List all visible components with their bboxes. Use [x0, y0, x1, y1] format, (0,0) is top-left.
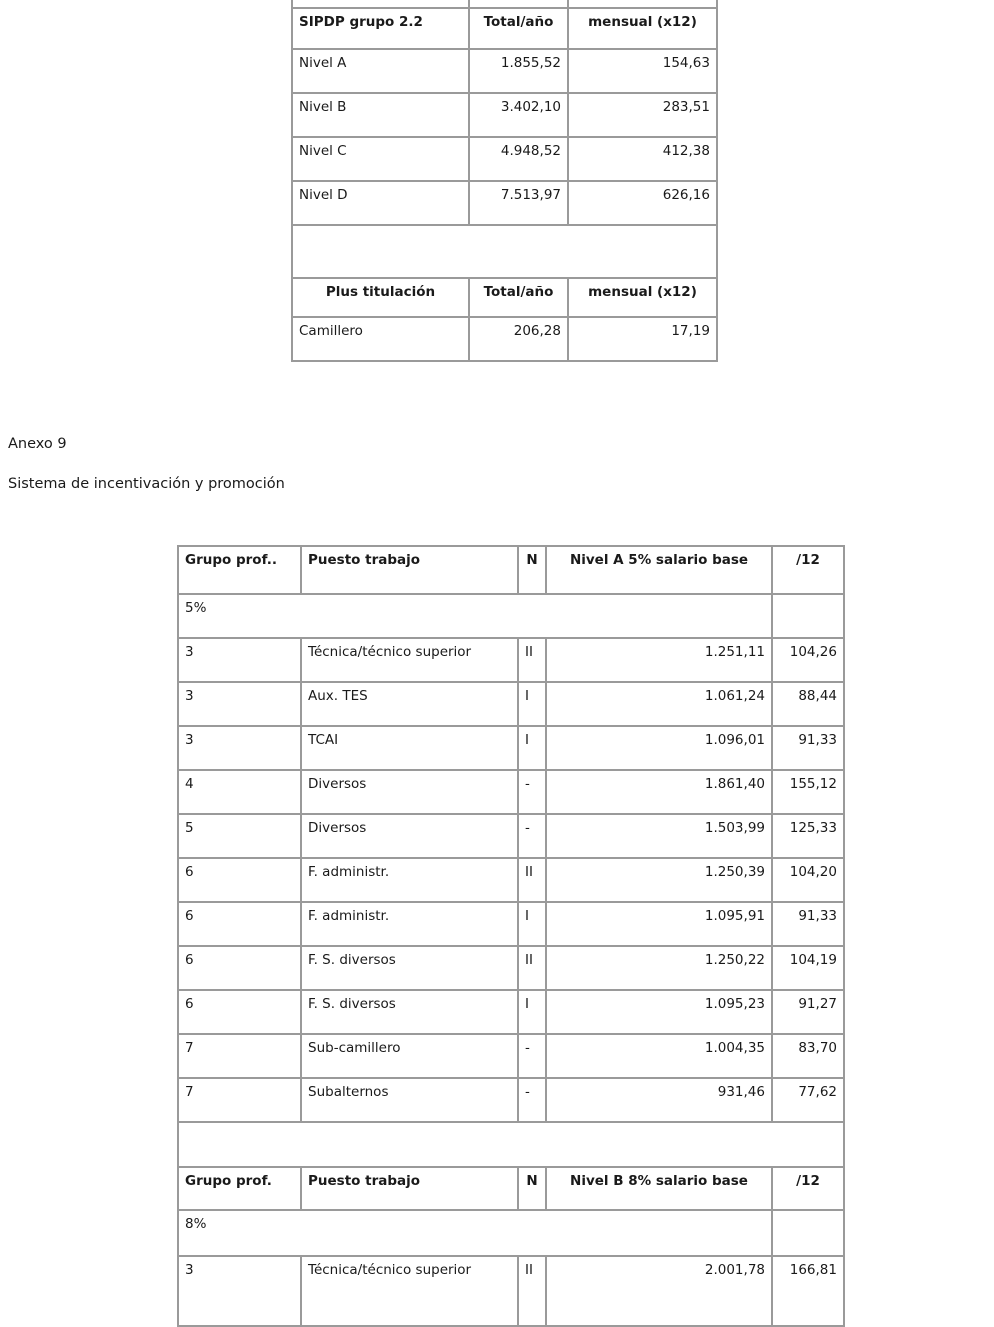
sipdp-salary-table: [291, 0, 718, 362]
cell-n: I: [518, 682, 546, 726]
cell-empty: [292, 0, 469, 8]
cell-monthly: 283,51: [568, 93, 717, 137]
cell-puesto: Subalternos: [301, 1078, 518, 1122]
cell-n: II: [518, 638, 546, 682]
cell-monthly: 412,38: [568, 137, 717, 181]
cell-monthly: 154,63: [568, 49, 717, 93]
cell-empty: [568, 0, 717, 8]
cell-n: -: [518, 1034, 546, 1078]
annex-heading: Anexo 9: [8, 436, 67, 452]
table-row-cutoff: [178, 1256, 844, 1326]
col-header-total-year: Total/año: [469, 278, 568, 317]
cell-grupo: 6: [178, 858, 301, 902]
col-header-div12: /12: [772, 546, 844, 594]
table-row: [292, 49, 717, 93]
col-header-total-year: Total/año: [469, 8, 568, 49]
cell-salario: 1.096,01: [546, 726, 772, 770]
incentive-table: [177, 545, 845, 1327]
cell-level: Nivel C: [292, 137, 469, 181]
cell-puesto: TCAI: [301, 726, 518, 770]
cell-n: -: [518, 1078, 546, 1122]
col-header-plus-titulacion: Plus titulación: [292, 278, 469, 317]
cell-total: 3.402,10: [469, 93, 568, 137]
cell-salario: 1.061,24: [546, 682, 772, 726]
cell-empty: [292, 225, 717, 278]
cell-total: 7.513,97: [469, 181, 568, 225]
cell-n: -: [518, 814, 546, 858]
cell-n: -: [518, 770, 546, 814]
col-header-puesto: Puesto trabajo: [301, 1167, 518, 1210]
cell-div12: 104,26: [772, 638, 844, 682]
table-row: [292, 137, 717, 181]
cell-puesto: F. S. diversos: [301, 946, 518, 990]
cell-puesto: Técnica/técnico superior: [301, 638, 518, 682]
cell-grupo: 7: [178, 1078, 301, 1122]
cell-salario: 1.503,99: [546, 814, 772, 858]
cell-total: 1.855,52: [469, 49, 568, 93]
table-row: [178, 1078, 844, 1122]
table-row: [178, 770, 844, 814]
cell-n: I: [518, 990, 546, 1034]
cell-grupo: 3: [178, 682, 301, 726]
col-header-nivel-a: Nivel A 5% salario base: [546, 546, 772, 594]
cell-div12: 104,20: [772, 858, 844, 902]
cell-empty: [772, 1210, 844, 1256]
cell-empty: [178, 1122, 844, 1167]
cell-div12: 91,27: [772, 990, 844, 1034]
cell-grupo: 7: [178, 1034, 301, 1078]
cell-div12: 166,81: [772, 1256, 844, 1326]
cell-n: I: [518, 726, 546, 770]
cell-n: I: [518, 902, 546, 946]
cell-salario: 931,46: [546, 1078, 772, 1122]
table-row: [178, 814, 844, 858]
annex-subtitle: Sistema de incentivación y promoción: [8, 476, 285, 492]
cell-total: 206,28: [469, 317, 568, 361]
table-header-row: [178, 546, 844, 594]
table-row: [292, 317, 717, 361]
cell-salario: 1.251,11: [546, 638, 772, 682]
cell-grupo: 3: [178, 1256, 301, 1326]
cell-grupo: 4: [178, 770, 301, 814]
cell-salario: 1.095,23: [546, 990, 772, 1034]
cell-salario: 1.004,35: [546, 1034, 772, 1078]
cell-grupo: 6: [178, 990, 301, 1034]
cell-div12: 77,62: [772, 1078, 844, 1122]
cell-puesto: F. administr.: [301, 858, 518, 902]
col-header-n: N: [518, 546, 546, 594]
table-row: [178, 726, 844, 770]
col-header-grupo: Grupo prof..: [178, 546, 301, 594]
cell-div12: 88,44: [772, 682, 844, 726]
cell-div12: 104,19: [772, 946, 844, 990]
table-row: [178, 946, 844, 990]
cell-grupo: 3: [178, 638, 301, 682]
cell-grupo: 3: [178, 726, 301, 770]
cell-total: 4.948,52: [469, 137, 568, 181]
table-header-row: [178, 1167, 844, 1210]
cell-monthly: 17,19: [568, 317, 717, 361]
table-row: [178, 1034, 844, 1078]
cell-puesto: F. S. diversos: [301, 990, 518, 1034]
cell-n: II: [518, 1256, 546, 1326]
cell-puesto: Diversos: [301, 770, 518, 814]
cell-div12: 91,33: [772, 902, 844, 946]
table-row: [178, 638, 844, 682]
cell-percent: 8%: [178, 1210, 772, 1256]
table-row: [178, 682, 844, 726]
col-header-nivel-b: Nivel B 8% salario base: [546, 1167, 772, 1210]
cell-n: II: [518, 946, 546, 990]
cell-puesto: Sub-camillero: [301, 1034, 518, 1078]
cell-puesto: Técnica/técnico superior: [301, 1256, 518, 1326]
cell-grupo: 6: [178, 946, 301, 990]
cell-div12: 125,33: [772, 814, 844, 858]
cell-salario: 1.095,91: [546, 902, 772, 946]
cell-div12: 155,12: [772, 770, 844, 814]
cell-empty: [469, 0, 568, 8]
cell-puesto: Aux. TES: [301, 682, 518, 726]
cell-level: Nivel B: [292, 93, 469, 137]
col-header-group: SIPDP grupo 2.2: [292, 8, 469, 49]
table-row: [178, 858, 844, 902]
col-header-monthly: mensual (x12): [568, 278, 717, 317]
col-header-grupo: Grupo prof.: [178, 1167, 301, 1210]
table-row-spacer: [178, 1122, 844, 1167]
cell-grupo: 6: [178, 902, 301, 946]
cell-monthly: 626,16: [568, 181, 717, 225]
cell-salario: 1.250,39: [546, 858, 772, 902]
table-row-spacer: [292, 225, 717, 278]
col-header-n: N: [518, 1167, 546, 1210]
table-row: [292, 93, 717, 137]
cell-salario: 2.001,78: [546, 1256, 772, 1326]
cell-percent: 5%: [178, 594, 772, 638]
cell-puesto: Diversos: [301, 814, 518, 858]
table-header-row: [292, 8, 717, 49]
cell-div12: 83,70: [772, 1034, 844, 1078]
cell-n: II: [518, 858, 546, 902]
cell-grupo: 5: [178, 814, 301, 858]
cell-salario: 1.250,22: [546, 946, 772, 990]
cell-level: Nivel A: [292, 49, 469, 93]
col-header-div12: /12: [772, 1167, 844, 1210]
table-row-percent: [178, 1210, 844, 1256]
cell-div12: 91,33: [772, 726, 844, 770]
cell-puesto: F. administr.: [301, 902, 518, 946]
table-row: [178, 990, 844, 1034]
col-header-puesto: Puesto trabajo: [301, 546, 518, 594]
cell-empty: [772, 594, 844, 638]
col-header-monthly: mensual (x12): [568, 8, 717, 49]
cell-salario: 1.861,40: [546, 770, 772, 814]
table-row-percent: [178, 594, 844, 638]
table-row: [292, 181, 717, 225]
table-header-row: [292, 278, 717, 317]
cell-level: Camillero: [292, 317, 469, 361]
table-row-cutoff: [292, 0, 717, 8]
cell-level: Nivel D: [292, 181, 469, 225]
table-row: [178, 902, 844, 946]
